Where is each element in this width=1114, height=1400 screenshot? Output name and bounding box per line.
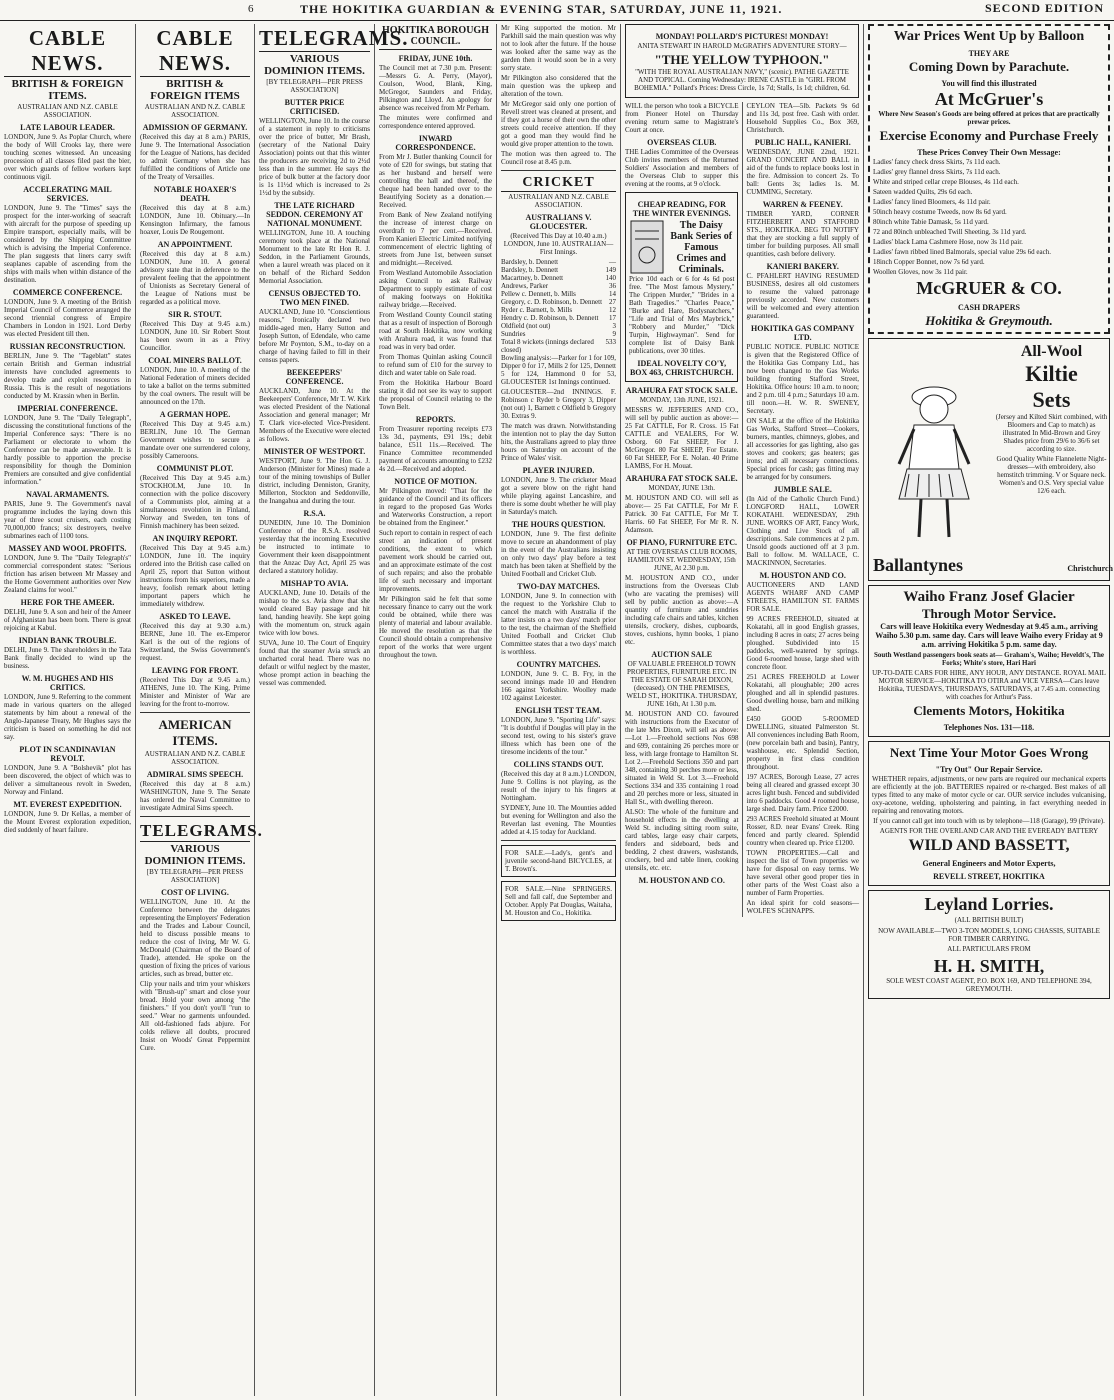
match-title: AUSTRALIANS V. GLOUCESTER. xyxy=(525,213,592,231)
article-body: WELLINGTON, June 10. At the Conference between the delegates representing the Employers' Federation and the Trades and Labour Council, held to discuss possible means to reduce the cost of living, Mr W. G. McDonald (Chairman of the Board of Trade), attended. He spoke on the question of fixing the prices of various articles, such as bread, butter etc. xyxy=(140,898,250,978)
article-body: 293 ACRES Freehold situated at Mount Rosser, 8.D. near Evans' Creek. Ring fenced and partly cleared. Splendid country when cleared up. Price £1200. xyxy=(746,815,859,847)
article-body: From Westland Automobile Association asking Council to ask Railway Department to supply estimate of cost of making footways on Hokitika railway bridge.—Received. xyxy=(379,269,492,309)
article-heading: ACCELERATING MAIL SERVICES. xyxy=(23,185,112,203)
price-list-item: Ladies' fawn ribbed lined Balmorals, special value 29s 6d each. xyxy=(873,248,1051,256)
article-body: WELLINGTON, June 10. In the course of a statement in reply to criticisms over the price of butter, Mr Brash, (secretary of the National Dairy Association) points out that this winter the producers are receiving 2d to 2½d less than in the summer. He says the price of bulk butter at the factory door is 1s 11½d which is increased to 2s 1½d by the subsidy. xyxy=(259,117,370,197)
ad-headline: Next Time Your Motor Goes Wrong xyxy=(889,745,1089,760)
sale-body: M. HOUSTON AND CO. will sell as above:— 25 Fat CATTLE, For Mr F. Patrick. 30 Fat CATTLE, For Mr T. Harris. 60 Fat SHEEP, For Mr R. N. Adamson. xyxy=(625,494,739,534)
section-heading-cricket: CRICKET xyxy=(501,175,616,192)
ad-body: Price 10d each or 6 for 4s 6d post free. "The Most famous Mystery," The Crippen Murder," "Brides in a Bath Tragedies." "Charles Peace," "Burke and Hare, Bodysnatchers," "Life and Trial of Mrs Maybrick," "Robbery and Murder," "Dick Turpin, Highwayman". Send for complete list of Daisy Bank publications, over 30 titles. xyxy=(629,275,735,355)
article-body: Such report to contain in respect of each street an indication of present conditions, the extent to which pavement work should be carried out, and an approximate estimate of the cost of such repairs; and also the probable life of such necessary and important improvements. xyxy=(379,529,492,593)
runs: 140 xyxy=(605,274,616,282)
article-heading: ENGLISH TEST TEAM. xyxy=(515,706,602,715)
score-row xyxy=(501,330,616,338)
article-body: LONDON, June 9. The "Daily Telegraph", discussing the constitutional functions of the Imperial Conference says: "There is no Parliament or electorate to whom the Conference can be made answerable. It is hardly possible to apportion the precise responsibility for though the Dominion Premiers are consulted and give confidential information." xyxy=(4,414,131,486)
article-heading: MASSEY AND WOOL PROFITS. xyxy=(8,544,127,553)
article-body: AUCTIONEERS AND LAND AGENTS WHARF AND CAMP STREETS, HAMILTON ST. FARMS FOR SALE. xyxy=(746,581,859,613)
article-heading: PLAYER INJURED. xyxy=(522,466,595,475)
match-note: (Received This Day at 10.40 a.m.) LONDON, June 10. AUSTRALIAN—First Innings. xyxy=(503,232,614,256)
column-2 xyxy=(136,24,263,1396)
column-6 xyxy=(621,24,864,1396)
article-heading: WARREN & FEENEY. xyxy=(762,200,843,209)
sale-heading: AUCTION SALE xyxy=(651,650,713,659)
article-body: CEYLON TEA—5lb. Packets 9s 6d and 11s 3d, post free. Cash with order. Household Supplies Co., Box 369, Christchurch. xyxy=(746,102,859,134)
ad-text: (ALL BRITISH BUILT) xyxy=(954,916,1024,924)
article-body: LONDON, June 9. As Poplar Church, where the body of Will Crooks lay, there were touching scenes witnessed. An unceasing procession of all classes filed past the bier, over which guards of fellow workers kept continuous vigil. xyxy=(4,133,131,181)
price-list-item: Ladies' fancy lined Bloomers, 4s 11d pair. xyxy=(873,198,991,206)
article-heading: NOTABLE HOAXER'S DEATH. xyxy=(153,185,237,203)
article-body: From Westland County Council stating that as a result of inspection of Borough road at South Hokitika, now working with Arahura road, it was found that road was in very bad order. xyxy=(379,311,492,351)
film-title: "THE YELLOW TYPHOON." xyxy=(654,52,830,67)
article-body: (Received This Day at 9.45 a.m.) LONDON, June 10. The inquiry ordered into the British case called on April 25, report that Sutton without instructions from his superiors, made a heavy, foolish remark about letting important papers which he immediately withdrew. xyxy=(140,544,250,608)
article-body: (Received This Day at 9.45 a.m.) LONDON, June 10. Sir Robert Stout has been sworn in as a Privy Councillor. xyxy=(140,320,250,352)
article-body: (Received This Day at 9.45 a.m.) BERLIN, June 10. The German Government wishes to secure a mandate over one surrendered colony, possibly Cameroons. xyxy=(140,420,250,460)
article-heading: COUNTRY MATCHES. xyxy=(516,660,601,669)
ad-brand: At McGruer's xyxy=(934,89,1044,109)
article-body: £450 GOOD 5-ROOMED DWELLING, situated Palmerston St. All conveniences including Bath Room, (new porcelain bath and basin), Pantry, washhouse, etc. Splendid Section, property in first class condition throughout. xyxy=(746,715,859,771)
article-heading: BEEKEEPERS' CONFERENCE. xyxy=(285,368,344,386)
article-heading: THE LATE RICHARD SEDDON. CEREMONY AT NATIONAL MONUMENT. xyxy=(266,201,363,228)
ad-text: "Try Out" Our Repair Service. xyxy=(935,765,1043,774)
article-heading: LEAVING FOR FRONT. xyxy=(151,666,239,675)
article-body: (In Aid of the Catholic Church Fund.) LONGFORD HALL, LOWER KOKATAHI. WEDNESDAY, 29th JUNE. WORKS OF ART, Fancy Work, Clothing and Live Stock of all descriptions. Sale commences at 2 p.m. Unsold goods auctioned off at 3 p.m. Ball to follow. M. WALLACE, C. MACKINNON, Secretaries. xyxy=(746,495,859,567)
sale-body: M. HOUSTON AND CO. favoured with instructions from the Executor of the late Mrs Dixon, will sell as above:—Lot 1.—Freehold sections Nos 698 and 699, containing 26 perches more or less, with large frontage to Hamilton St. Lot 2.—Freehold Sections 350 and part 348, containing 30 perches more or less, situated in Weld St. Lot 3.—Freehold Sections 334 and 335 containing 1 road and 20 perches more or less, situated in Hall St., with dwelling thereon. xyxy=(625,710,739,806)
cheap-reading-ad xyxy=(625,192,738,382)
article-body: PARIS, June 9. The Government's naval programme includes the laying down this year of three scout cruisers, each costing 70,000,000 francs; six destroyers, twelve submarines each of 1100 tons. xyxy=(4,500,131,540)
section-subheading: VARIOUS DOMINION ITEMS. xyxy=(264,53,365,77)
ad-text: NOW AVAILABLE—TWO 3-TON MODELS, LONG CHASSIS, SUITABLE FOR TIMBER CARRYING. xyxy=(878,927,1100,943)
batsman: Total 8 wickets (innings declared closed) xyxy=(501,338,594,354)
article-heading: A GERMAN HOPE. xyxy=(159,410,231,419)
article-heading: MT. EVEREST EXPEDITION. xyxy=(13,800,122,809)
score-row xyxy=(501,322,616,330)
article-list xyxy=(379,64,492,659)
ad-text: South Westland passengers book seats at— Graham's, Waiho; Heveldt's, The Forks; White's store, Hari Hari xyxy=(873,651,1105,667)
article-heading: RUSSIAN RECONSTRUCTION. xyxy=(9,342,126,351)
kiltie-text xyxy=(994,343,1109,497)
article-heading: AN INQUIRY REPORT. xyxy=(152,534,238,543)
batsman: Bardsley, b. Dennett xyxy=(501,258,559,266)
article-body: DELHI, June 9. A son and heir of the Ameer of Afghanistan has been born. There is great rejoicing at Kabul. xyxy=(4,608,131,632)
article-heading: COAL MINERS BALLOT. xyxy=(148,356,242,365)
ad-text: (Jersey and Kilted Skirt combined, with Bloomers and Cap to match) as illustrated In Mid-Brown and Grey Shades price from 29/6 to 36/6 set according to size. xyxy=(995,413,1108,453)
sale-heading: OF PIANO, FURNITURE ETC. xyxy=(626,538,738,547)
article-body: THE Ladies Committee of the Overseas Club invites members of the Returned Soldiers' Association and members of the Overseas Club to supper this evening at the rooms, at 9 o'clock. xyxy=(625,148,739,188)
page-number: 6 xyxy=(248,3,254,15)
runs: — xyxy=(609,258,616,266)
association-line: AUSTRALIAN AND N.Z. CABLE ASSOCIATION. xyxy=(144,750,246,766)
article-heading: LATE LABOUR LEADER. xyxy=(20,123,115,132)
sale-heading: ARAHURA FAT STOCK SALE. xyxy=(625,386,738,395)
price-list-item: Ladies' grey flannel dress Skirts, 7s 11d each. xyxy=(873,168,1001,176)
article-body: (Received this day at 8 a.m.) PARIS, June 9. The International Association for the League of Nations, has decided to admit Germany when she has fulfilled the conditions of Article one of the Treaty of Versailles. xyxy=(140,133,250,181)
article-body: BERLIN, June 9. The "Tageblatt" states certain British and German industrial interests have concluded agreements to develop trade and exploit resources in Russia. This is the result of negotiations conducted by M. Krassin when in Berlin. xyxy=(4,352,131,400)
column-1 xyxy=(0,24,136,1396)
ad-text: AGENTS FOR THE OVERLAND CAR AND THE EVEREADY BATTERY xyxy=(879,827,1099,835)
divider xyxy=(501,840,616,841)
ad-address: IDEAL NOVELTY CO'Y, BOX 463, CHRISTCHURCH. xyxy=(629,359,734,377)
article-body: AUCKLAND, June 10. Details of the mishap to the s.s. Avia show that she would cleared Bay passage and hit land, handing heavily. She kept going with the momentum on, struck again twice with low bows. xyxy=(259,589,370,637)
article-body: (Received this day at 8 a.m.) LONDON, June 10. A general advisory state that in deference to the prevalent feeling that the appointment of Unionists as Secretary General of the League of Nations must be regarded as a political move. xyxy=(140,250,250,306)
ad-brand: H. H. SMITH, xyxy=(933,956,1045,976)
article-body: (Received this day at 8 a.m.) LONDON, June 9. Collins is not playing, as the result of the injury to his fingers at Nottingham. xyxy=(501,770,616,802)
batsman: Bardsley, b. Dennett xyxy=(501,266,559,274)
article-body: DUNEDIN, June 10. The Dominion Conference of the R.S.A. resolved yesterday that the incoming Executive be instructed to intimate to Government their keen disappointment that the Anzac Day Act, April 25 was declared a statutory holiday. xyxy=(259,519,370,575)
pictures-ad xyxy=(625,24,859,98)
article-body: LONDON, June 9. The cricketer Mead got a severe blow on the right hand while playing against Lancashire, and there is some doubt whether he will play in Saturday's match. xyxy=(501,476,616,516)
article-body: SYDNEY, June 10. The Mounties added but evening for Wellington and also the Reverlan last evening. The Mounties added at 4.15 today for Auckland. xyxy=(501,804,616,836)
article-body: LONDON, June 9. A meeting of the British Imperial Council of Commerce arranged the second triennial congress of Empire Chambers in London in 1921. Lord Derby was elected President till then. xyxy=(4,298,131,338)
article-body: LONDON, June 9. "Sporting Life" says: "It is doubtful if Douglas will play in the second test, owing to his sister's grave illness which has been one of the tiresome incidents of the tour." xyxy=(501,716,616,756)
ad-headline: Coming Down by Parachute. xyxy=(908,59,1070,74)
pictures-text: ANITA STEWART IN HAROLD McGRATH'S ADVENTURE STORY— xyxy=(637,42,847,50)
auctioneer-signature: M. HOUSTON AND CO. xyxy=(638,876,725,885)
price-list-item: Ladies' fancy check dress Skirts, 7s 11d each. xyxy=(873,158,1001,166)
article-body: 251 ACRES FREEHOLD at Lower Kokatahi, all ploughable; 200 acres ploughed and all in splendid pastures. Good dwelling house, barn and milking shed. xyxy=(746,673,859,713)
article-body: GLOUCESTER—2nd INNINGS. F. Robinson c Ryder b Gregory 3, Dipper (not out) 1, Barnett c Oldfield b Gregory 30. Extras 9. xyxy=(501,388,616,420)
section-heading: CABLE NEWS. xyxy=(4,26,131,77)
article-heading: TWO-DAY MATCHES. xyxy=(517,582,600,591)
price-list-item: Ladies' black Lama Cashmere Hose, now 3s 11d pair. xyxy=(873,238,1023,246)
pictures-heading: MONDAY! POLLARD'S PICTURES! MONDAY! xyxy=(655,32,829,41)
article-list xyxy=(4,123,131,834)
price-list-item: White and striped cellar crepe Blouses, 4s 11d each. xyxy=(873,178,1019,186)
sale-date: MONDAY, JUNE 13th. xyxy=(648,484,715,492)
sale-details: OF VALUABLE FREEHOLD TOWN PROPERTIES, FURNITURE ETC. IN THE ESTATE OF SARAH DIXON, (deceased). ON THE PREMISES, WELD ST., HOKITIKA. THURSDAY, JUNE 16th, At 1.30 p.m. xyxy=(626,660,738,708)
ad-text: Hokitika & Greymouth. xyxy=(925,313,1053,328)
batsman: Macartney, b. Dennett xyxy=(501,274,564,282)
article-body: (Received This Day at 9.45 a.m.) ATHENS, June 10. The King, Prime Minister and Minister of War are leaving for the front to-morrow. xyxy=(140,676,250,708)
article-body: From Bank of New Zealand notifying the increase of interest charge on overdraft to 7 per cent.—Received. From Kanieri Electric Limited notifying commencement of electric lighting of streets from June 1st, between sunset and midnight.—Received. xyxy=(379,211,492,267)
article-heading: INDIAN BANK TROUBLE. xyxy=(18,636,117,645)
price-list-item: 50inch heavy costume Tweeds, now 8s 6d yard. xyxy=(873,208,1007,216)
batsman: Pellew c. Dennett, b. Mills xyxy=(501,290,576,298)
article-list xyxy=(501,24,616,166)
article-body: LONDON, June 10. A meeting of the National Federation of miners decided to take a ballot on the terms submitted by the coal owners. The result will be announced on the 17th. xyxy=(140,366,250,406)
article-body: AUCKLAND, June 10. At the Beekeepers' Conference, Mr T. W. Kirk was elected President of the National Association and general manager; Mr T. Clark vice-elected Vice-President. Members of the Executive were elected as follows. xyxy=(259,387,370,443)
article-body: ON SALE at the office of the Hokitika Gas Works, Stafford Street—Cookers, burners, mantles, chimneys, globes, and all accessories for gas lighting, also gas stoves and cookers; gas heaters; gas irons; and all necessary connections. Special prices for cash; gas fitting may be arranged for by consumers. xyxy=(746,417,859,481)
ad-city: Christchurch xyxy=(1067,564,1113,573)
article-heading: INWARD CORRESPONDENCE. xyxy=(395,134,476,152)
article-body: Mr King supported the motion. Mr Parkhill said the main question was why not to look after the future. If the house was looked after the same way as the garden then it would soon be in a very sorry state. xyxy=(501,24,616,72)
ad-text: UP-TO-DATE CARS FOR HIRE, ANY HOUR, ANY DISTANCE. ROYAL MAIL MOTOR SERVICE—HOKITIKA TO OTIRA and VICE VERSA—Cars leave Hokitika, TUESDAYS, THURSDAYS, SATURDAYS, at 7.45 a.m. connecting with coaches for Arthur's Pass. xyxy=(872,669,1106,701)
article-heading: ADMIRAL SIMS SPEECH. xyxy=(146,770,244,779)
association-line: [BY TELEGRAPH—PER PRESS ASSOCIATION] xyxy=(146,868,244,884)
sale-date: MONDAY, 13th JUNE, 1921. xyxy=(639,396,724,404)
score-table xyxy=(501,258,616,354)
column-6-left xyxy=(625,102,738,917)
batsman: Gregory, c. D. Robinson, b. Dennett xyxy=(501,298,603,306)
pictures-details: "WITH THE ROYAL AUSTRALIAN NAVY," (scenic). PATHE GAZETTE AND TOPICAL. Coming Wednesday: IRENE CASTLE in "GIRL FROM BOHEMIA." Pollard's Prices: Dress Circle, 1s 7d; Stalls, 1s 1d; children, 6d. xyxy=(634,68,850,92)
girl-illustration-icon xyxy=(879,369,989,549)
column-6-right xyxy=(742,102,859,917)
article-body: The minutes were confirmed and correspondence entered approved. xyxy=(379,114,492,130)
article-heading: BUTTER PRICE CRITICISED. xyxy=(284,98,345,116)
newspaper-title: THE HOKITIKA GUARDIAN & EVENING STAR, SATURDAY, JUNE 11, 1921. xyxy=(300,2,783,16)
article-heading: ADMISSION OF GERMANY. xyxy=(142,123,248,132)
classified-ad: FOR SALE.—Nine SPRINGERS. Sell and fall calf, due September and October. Apply Pat Douglas, Waitaha, M. Houston and Co., Hokitika. xyxy=(501,881,616,921)
mcgruer-ad xyxy=(868,24,1110,334)
article-body: TIMBER YARD, CORNER FITZHERBERT AND STAFFORD STS., HOKITIKA. BEG TO NOTIFY that they are stocking a full supply of timber for building purposes. All small quantities, cash before delivery. xyxy=(746,210,859,258)
masthead xyxy=(0,0,1114,21)
article-heading: COMMUNIST PLOT. xyxy=(156,464,234,473)
article-heading: HOKITIKA GAS COMPANY LTD. xyxy=(751,324,855,342)
article-heading: THE HOURS QUESTION. xyxy=(511,520,606,529)
ad-headline: War Prices Went Up by Balloon xyxy=(893,29,1085,44)
column-5 xyxy=(497,24,621,1396)
article-body: PUBLIC NOTICE. PUBLIC NOTICE is given that the Registered Office of the Hokitika Gas Company Ltd., has now been changed to the Gas Works building fronting Stafford Street, Hokitika. Office hours: 10 a.m. to noon; and 2 p.m. till 4 p.m.; Saturdays 10 a.m. till noon.—H. W. R. SWENEY, Secretary. xyxy=(746,343,859,415)
section-heading-telegrams: TELEGRAMS. xyxy=(140,821,263,840)
section-heading-american: AMERICAN ITEMS. xyxy=(158,717,232,748)
ad-text: You will find this illustrated xyxy=(941,79,1037,88)
price-list xyxy=(873,158,1105,276)
article-body: Bowling analysis:—Parker for 1 for 109, Dipper 0 for 17, Mills 2 for 125, Dennett 5 for 124, Hammond 0 for 53, GLOUCESTER 1st Innings continued. xyxy=(501,354,616,386)
score-row xyxy=(501,282,616,290)
article-body: From Mr J. Butler thanking Council for vote of £20 for swings, but stating that as her husband and herself were controlling the hall and thereof, the cheque had been handed over to the Beautifying Society as a donation.—Received. xyxy=(379,153,492,209)
ad-brand: Clements Motors, Hokitika xyxy=(913,703,1065,718)
article-heading: AN APPOINTMENT. xyxy=(157,240,233,249)
ad-headline: Through Motor Service. xyxy=(921,606,1057,621)
article-body: Mr Pilkington said he felt that some necessary finance to carry out the work could be obtained, while there was plenty of material and labour available. He moved the resolution as that the Council should obtain a comprehensive report of the works that were urgent throughout the town. xyxy=(379,595,492,659)
article-body: LONDON, June 9. In connection with the request to the Yorkshire Club to cancel the match with Australia if the latter insists on a two days' match prior to the test, the chairman of the Sheffield United Football and Cricket Club Committee states that a two days' match is worthless. xyxy=(501,592,616,656)
section-subheading: BRITISH & FOREIGN ITEMS. xyxy=(11,78,124,102)
kiltie-ad xyxy=(868,338,1113,581)
leyland-ad xyxy=(868,890,1110,999)
score-row xyxy=(501,274,616,282)
price-list-item: 80inch white Tabie Damask, 5s 11d yard. xyxy=(873,218,989,226)
article-heading: NOTICE OF MOTION. xyxy=(394,477,477,486)
column-3 xyxy=(255,24,409,1396)
association-line: AUSTRALIAN AND N.Z. CABLE ASSOCIATION. xyxy=(508,193,609,209)
article-body: From the Hokitika Harbour Board stating it did not see its way to support the proposal of Council relating to the Town Belt. xyxy=(379,379,492,411)
ad-text: ALL PARTICULARS FROM xyxy=(947,945,1031,953)
article-body: (Received This Day at 9.45 a.m.) STOCKHOLM, June 10. In connection with the police discovery of a Communists plot, aiming at a simultaneous revolution in Finland, Norway and Sweden, ten tons of Finnish machinery has been seized. xyxy=(140,474,250,530)
ad-headline: Leyland Lorries. xyxy=(924,894,1054,914)
runs: 9 xyxy=(612,330,616,338)
article-body: (Received this day at 8 a.m.) WASHINGTON, June 9. The Senate has ordered the Naval Committee to investigate Admiral Sims speech. xyxy=(140,780,250,812)
ad-brand: McGRUER & CO. xyxy=(916,278,1062,298)
section-subheading: BRITISH & FOREIGN ITEMS xyxy=(150,78,240,102)
ad-text: REVELL STREET, HOKITIKA xyxy=(933,872,1045,881)
article-heading: COST OF LIVING. xyxy=(161,888,229,897)
article-heading: KANIERI BAKERY. xyxy=(766,262,839,271)
article-body: LONDON, June 9. The "Daily Telegraph's" commercial correspondent states: "Serious friction has arisen between Mr Massey and the Home Government authorities over New Zealand claims for wool." xyxy=(4,554,131,594)
notice-bicycle: WILL the person who took a BICYCLE from Pioneer Hotel on Thursday evening return same to Magistrate's Court at once. xyxy=(625,102,739,134)
article-heading: PUBLIC HALL, KANIERI. xyxy=(754,138,851,147)
section-heading: TELEGRAMS. xyxy=(259,26,409,50)
article-list xyxy=(140,888,250,1052)
article-body: AUCKLAND, June 10. "Conscientious reasons," Ironically declared two middle-aged men, Harry Sutton and Joseph Sutton, of Edendale, who came before Mr Poynton, S.M., to-day on a charge of having failed to fill in their census papers. xyxy=(259,308,370,364)
ad-text: General Engineers and Motor Experts, xyxy=(922,859,1056,868)
ad-text: SOLE WEST COAST AGENT, P.O. BOX 169, AND TELEPHONE 394, GREYMOUTH. xyxy=(886,977,1092,993)
association-line: AUSTRALIAN AND N.Z. CABLE ASSOCIATION. xyxy=(144,103,246,119)
runs: 17 xyxy=(609,314,616,322)
batsman: Sundries xyxy=(501,330,526,338)
article-heading: REPORTS. xyxy=(415,415,456,424)
article-body: LONDON, June 9. A "Bolshevik" plot has been discovered, the object of which was to deliver a simultaneous revolt in Sweden, Norway and Finland. xyxy=(4,764,131,796)
article-heading: HERE FOR THE AMEER. xyxy=(20,598,115,607)
ad-text: These Prices Convey Their Own Message: xyxy=(917,148,1061,157)
article-heading: SIR R. STOUT. xyxy=(168,310,222,319)
article-heading: ASKED TO LEAVE. xyxy=(159,612,231,621)
ad-text: Cars will leave Hokitika every Wednesday at 9.45 a.m., arriving Waiho 5.30 p.m. same day. Cars will leave Waiho every Friday at 9 a.m. arriving Hokitika 5 p.m. same day. xyxy=(875,622,1103,649)
article-body: From Treasurer reporting receipts £73 13s 3d., payments, £91 19s.; debit balance, £511 11s.—Received. The Finance Committee recommended payment of accounts amounting to £232 4s 2d.—Received and adopted. xyxy=(379,425,492,473)
article-body: SUVA, June 10. The Court of Enquiry found that the steamer Avia struck an uncharted coral head. There was no default or wilful neglect by the master, whose prompt action in beaching the vessel was commended. xyxy=(259,639,370,687)
column-4 xyxy=(375,24,497,1396)
ad-headline: All-Wool xyxy=(1020,343,1083,360)
article-heading: PLOT IN SCANDINAVIAN REVOLT. xyxy=(19,745,116,763)
edition-label: SECOND EDITION xyxy=(984,1,1104,15)
ad-text: THEY ARE xyxy=(968,49,1010,58)
article-body: LONDON, June 9. The first definite move to secure an abandonment of play in the event of the Australians insisting on only two days' play before a test match has been taken at Sheffield by the United Football and Cricket Club. xyxy=(501,530,616,578)
batsman: Oldfield (not out) xyxy=(501,322,551,330)
ad-text: Telephones Nos. 131—118. xyxy=(943,723,1035,732)
ad-headline: Kiltie xyxy=(1025,361,1078,386)
runs: 533 xyxy=(605,338,616,346)
article-body: From Thomas Quinlan asking Council to refund sum of £10 for the survey to ditch and water table on Sale road. xyxy=(379,353,492,377)
ad-brand: Ballantynes xyxy=(873,555,964,575)
price-list-item: 72 and 80inch unbleached Twill Sheeting, 3s 11d yard. xyxy=(873,228,1027,236)
date-line: FRIDAY, JUNE 10th. xyxy=(398,54,473,63)
article-body: The motion was then agreed to. The Council rose at 8.45 p.m. xyxy=(501,150,616,166)
score-row xyxy=(501,298,616,306)
section-subheading: VARIOUS DOMINION ITEMS. xyxy=(144,843,246,867)
article-body: (Received this day at 9.30 a.m.) BERNE, June 10. The ex-Emperor Karl is the out of the regions of Switzerland, the Swiss Government's request. xyxy=(140,622,250,662)
sale-body: ALSO: The whole of the furniture and household effects in the dwelling at Weld St. including sitting room suite, card tables, large easy chair carpets, fenders and sideboard, beds and bedding, 2 chest drawers, washstands, crockery, bed and table linen, cooking utensils, etc. etc. xyxy=(625,808,739,872)
batsman: Hendry c. D. Robinson, b. Dennett xyxy=(501,314,599,322)
score-row xyxy=(501,290,616,298)
article-heading: IMPERIAL CONFERENCE. xyxy=(17,404,118,413)
divider xyxy=(140,816,250,817)
ad-headline: Exercise Economy and Purchase Freely xyxy=(879,128,1099,143)
wild-bassett-ad xyxy=(868,741,1110,886)
batsman: Ryder c. Barnett, b. Mills xyxy=(501,306,573,314)
section-heading: CABLE NEWS. xyxy=(140,26,250,77)
ad-text: If you cannot call get into touch with us by telephone—118 (Garage), 99 (Private). xyxy=(873,817,1105,825)
price-list-item: Sateen wadded Quilts, 29s 6d each. xyxy=(873,188,973,196)
ad-text: Good Quality White Flannelette Night-dresses—with embroidery, also hemstitch trimming. V or Square neck. Women's and O.S. Very special value 12/6 each. xyxy=(996,455,1107,495)
article-heading: NAVAL ARMAMENTS. xyxy=(26,490,109,499)
ad-text: CASH DRAPERS xyxy=(957,303,1020,312)
column-7 xyxy=(864,24,1114,1396)
article-body: LONDON, June 9. The "Times" says the prospect for the inter-working of seacraft with aircraft for the purpose of speeding up Empire transport, especially mails, will be considered by the Shipping Committee which is advising the Imperial Conference. The plan suggests that liners carry swift seaplanes capable of ascending from the ships with mails when within distance of the destination. xyxy=(4,204,131,284)
article-body: Mr McGregor said only one portion of Revell street was cleaned at present, and if they got a horse of their own the other streets could receive attention. If they got a good man they would find he would give proper attention to the town. xyxy=(501,100,616,148)
book-illustration-icon xyxy=(629,219,665,275)
article-heading: W. M. HUGHES AND HIS CRITICS. xyxy=(21,674,114,692)
article-heading: R.S.A. xyxy=(303,509,326,518)
price-list-item: 18inch Copper Bonnet, now 7s 6d yard. xyxy=(873,258,985,266)
article-body: C. PFAHLERT HAVING RESUMED BUSINESS, desires all old customers to resume the valued patronage previously accorded. New customers will be welcomed and every attention guaranteed. xyxy=(746,272,859,320)
article-body: LONDON, June 9. Dr Kellas, a member of the Mount Everest exploration expedition, died suddenly of heart failure. xyxy=(4,810,131,834)
article-body: (Received this day at 8 a.m.) LONDON, June 10. Obituary.—In Kensington Infirmary, the famous hoaxer, Louis De Rougemont. xyxy=(140,204,250,236)
article-list xyxy=(140,770,250,812)
runs: 14 xyxy=(609,290,616,298)
runs: 36 xyxy=(609,282,616,290)
divider xyxy=(140,712,250,713)
article-body: WEDNESDAY, JUNE 22nd, 1921. GRAND CONCERT AND BALL in aid of the funds to replace books lost in the fire. Admission to concert 2s. To ball: Gents 3s; ladies 1s. M. CUMMING, Secretary. xyxy=(746,148,859,196)
score-row xyxy=(501,266,616,274)
ad-box-title: The Daisy Bank Series of Famous Crimes and Criminals. xyxy=(670,219,733,275)
article-body: TOWN PROPERTIES.—Call and inspect the list of Town properties we have for disposal on easy terms. We have several other good proper ties in other parts of the West Coast also a number of Farm Properties. xyxy=(746,849,859,897)
article-body: The match was drawn. Notwithstanding the intention not to play the day Sutton hits, the Australians agreed to play three hours on Saturday on account of the Prince of Wales' visit. xyxy=(501,422,616,462)
article-body: The Council met at 7.30 p.m. Present:—Messrs G. A. Perry, (Mayor), Coulson, Wood, Blank, King, McGregor, Saunders and Friday, Pilkington and Lloyd. An apology for absence was received from Mr Perham. xyxy=(379,64,492,112)
article-heading: MINISTER OF WESTPORT. xyxy=(263,447,366,456)
runs: 27 xyxy=(609,298,616,306)
article-body: Mr Pilkington moved: "That for the guidance of the Council and its officers in regard to the proposed Gas Works and Waterworks Construction, a report be obtained from the Engineer." xyxy=(379,487,492,527)
article-list xyxy=(259,98,370,687)
batsman: Andrews, Parker xyxy=(501,282,549,290)
article-heading: COLLINS STANDS OUT. xyxy=(513,760,604,769)
divider xyxy=(501,170,616,171)
section-heading: HOKITIKA BOROUGH COUNCIL. xyxy=(379,25,492,50)
ad-brand: WILD AND BASSETT, xyxy=(908,837,1070,854)
article-body: Clip your nails and trim your whiskers with "Brush-up" smart and close your bread. Hold your own among "the finishers." If you don't you'll "run to seed." Wear no garments unfounded. All old-fashioned fads abjure. For colds relieve all doubts, procured Insist on Woods' Great Peppermint Cure. xyxy=(140,980,250,1052)
ad-text: Where New Season's Goods are being offered at prices that are practically prewar prices. xyxy=(878,110,1100,126)
article-heading: JUMBLE SALE. xyxy=(773,485,832,494)
score-row xyxy=(501,258,616,266)
article-list xyxy=(140,123,250,708)
ad-headline: Waiho Franz Josef Glacier xyxy=(903,589,1075,605)
waiho-ad xyxy=(868,585,1110,737)
score-row xyxy=(501,338,616,354)
association-line: AUSTRALIAN AND N.Z. CABLE ASSOCIATION. xyxy=(17,103,118,119)
score-row xyxy=(501,314,616,322)
article-body: WELLINGTON, June 10. A touching ceremony took place at the National Monument to the late Rt Hon R. J. Seddon, in the Parliament Grounds, when a laurel wreath was placed on it on behalf of the Richard Seddon Memorial Association. xyxy=(259,229,370,285)
article-body: DELHI, June 9. The shareholders in the Tata Bank finally decided to wind up the business. xyxy=(4,646,131,670)
article-heading: M. HOUSTON AND CO. xyxy=(759,571,846,580)
runs: 149 xyxy=(605,266,616,274)
sale-heading: ARAHURA FAT STOCK SALE. xyxy=(625,474,738,483)
association-line: [BY TELEGRAPH—PER PRESS ASSOCIATION] xyxy=(266,78,363,94)
sale-body: M. HOUSTON AND CO., under instructions from the Overseas Club (who are vacating the premises) will sell by public auction as above:—A quantity of furniture and sundries including cafe chairs and tables, kitchen utensils, crockery, dishes, cupboards, stoves, cushions, hymn books, 1 piano etc. xyxy=(625,574,739,646)
score-row xyxy=(501,306,616,314)
classified-ad: FOR SALE.—Lady's, gent's and juvenile second-hand BICYCLES, at T. Brown's. xyxy=(501,845,616,877)
article-list xyxy=(746,102,859,915)
ad-heading: CHEAP READING, FOR THE WINTER EVENINGS. xyxy=(632,200,731,218)
runs: 12 xyxy=(609,306,616,314)
article-body: 197 ACRES, Borough Lease, 27 acres being all cleared and grassed except 30 acres light bush. Fenced and subdivided into 6 paddocks. Good 4 roomed house, large shed. Dairy farm. Price £2000. xyxy=(746,773,859,813)
article-body: LONDON, June 9. C. B. Fry, in the second innings made 10 and Hendren 166 against Yorkshire. Woolley made 102 against Leicester. xyxy=(501,670,616,702)
price-list-item: Woollen Gloves, now 3s 11d pair. xyxy=(873,268,968,276)
article-body: LONDON, June 9. Referring to the comment made in various quarters on the alleged statements by him about a renewal of the Anglo-Japanese Treaty, Mr Hughes says the criticism is based on something he did not say. xyxy=(4,693,131,741)
article-heading: CENSUS OBJECTED TO. TWO MEN FINED. xyxy=(268,289,361,307)
article-list xyxy=(501,354,616,462)
article-heading: COMMERCE CONFERENCE. xyxy=(12,288,123,297)
sale-body: MESSRS W. JEFFERIES AND CO., will sell by public auction as above:— 25 Fat CATTLE, For R. Cross. 15 Fat CATTLE and VEALERS, For W. Osborg. 60 Fat SHEEP, For J. McGregor. 80 Fat SHEEP, For Estate. 60 Fat SHEEP, For E. Nolan. 40 Prime LAMBS, For H. Mouat. xyxy=(625,406,739,470)
article-heading: OVERSEAS CLUB. xyxy=(647,138,717,147)
article-body: Mr Pilkington also considered that the main question was the upkeep and alteration of the town. xyxy=(501,74,616,98)
sale-date: AT THE OVERSEAS CLUB ROOMS, HAMILTON ST. WEDNESDAY, 15th JUNE, At 2.30 p.m. xyxy=(626,548,737,572)
article-body: An ideal spirit for cold seasons—WOLFE'S SCHNAPPS. xyxy=(746,899,859,915)
article-heading: MISHAP TO AVIA. xyxy=(280,579,349,588)
ad-headline: Sets xyxy=(1032,387,1071,412)
runs: 3 xyxy=(612,322,616,330)
article-body: WESTPORT, June 9. The Hon G. J. Anderson (Minister for Mines) made a tour of the mining townships of Buller district, including Denniston, Granity, Millerton, Stockton and Seddonville, the Inangahua and during the tour. xyxy=(259,457,370,505)
kiltie-footer xyxy=(873,555,1113,576)
article-body: 99 ACRES FREEHOLD, situated at Kokatahi, all in good English grasses, including 8 acres in oats; 27 acres being ploughed. Subdivided into 15 paddocks, well-watered by springs. Good 6-roomed house, large shed with concrete floor. xyxy=(746,615,859,671)
ad-text: WHETHER repairs, adjustments, or new parts are required our mechanical experts are efficiently at the job. BATTERIES repaired or re-charged. Best makes of all types fitted to any make of motor cycle or car. OUR service includes vulcanising, oxy-acetone, welding, upholstering and painting, in fact everything needed in repairing and renovating motors. xyxy=(872,775,1106,815)
